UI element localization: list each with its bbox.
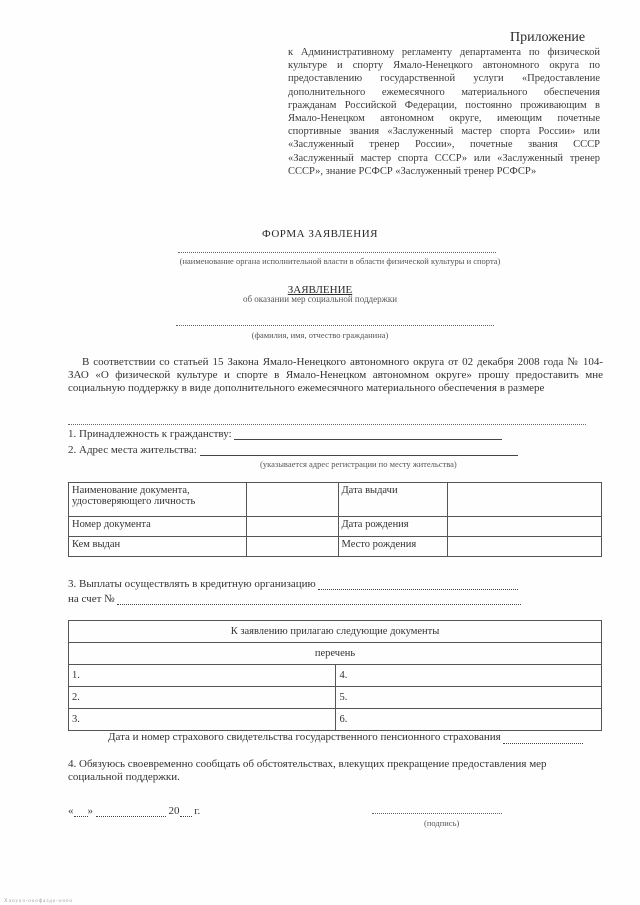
year-suffix: г. [194, 805, 201, 817]
address-row [68, 444, 518, 456]
date-open-quote: « [68, 805, 74, 817]
account-row [68, 593, 521, 605]
attachment-slot-3[interactable]: 3. [69, 709, 336, 731]
attachment-slot-4[interactable]: 4. [336, 665, 602, 687]
insurance-label: Дата и номер страхового свидетельства государственного пенсионного страхования [108, 731, 501, 743]
bank-label: 3. Выплаты осуществлять в кредитную организацию [68, 578, 316, 590]
insurance-row [68, 731, 588, 744]
birth-date-label: Дата рождения [338, 517, 448, 537]
authority-caption: (наименование органа исполнительной власти в области физической культуры и спорта) [179, 256, 501, 266]
table-row [69, 517, 602, 537]
birth-place-label: Место рождения [338, 537, 448, 557]
amount-line [68, 424, 586, 425]
doc-name-field[interactable] [246, 483, 338, 517]
birth-place-field[interactable] [448, 537, 602, 557]
month-field[interactable] [96, 807, 166, 817]
request-paragraph [68, 356, 603, 395]
issued-by-label: Кем выдан [69, 537, 247, 557]
birth-date-field[interactable] [448, 517, 602, 537]
applicant-name-caption: (фамилия, имя, отчество гражданина) [251, 330, 389, 340]
issue-date-label: Дата выдачи [338, 483, 448, 517]
signature-line[interactable] [372, 813, 502, 814]
table-row [69, 687, 602, 709]
attachment-slot-5[interactable]: 5. [336, 687, 602, 709]
attachments-subheader: перечень [69, 643, 602, 665]
date-row [68, 805, 200, 817]
table-row [69, 665, 602, 687]
address-label: 2. Адрес места жительства: [68, 444, 197, 456]
date-close-quote: » [87, 805, 93, 817]
identity-document-table [68, 482, 602, 557]
request-text: В соответствии со статьей 15 Закона Ямало-Ненецкого автономного округа от 02 декабря 2008 года № 104-ЗАО «О физической культуре и спорте в Ямало-Ненецком автономном округе» прошу предоставить мне социальную поддержку в виде дополнительного ежемесячного материального обеспечения в размере [68, 356, 603, 394]
attachment-slot-2[interactable]: 2. [69, 687, 336, 709]
citizenship-row [68, 428, 502, 440]
account-label: на счет № [68, 593, 115, 605]
obligation-text: 4. Обязуюсь своевременно сообщать об обстоятельствах, влекущих прекращение предоставления мер социальной поддержки. [68, 758, 547, 783]
year-field[interactable] [180, 807, 192, 817]
doc-number-field[interactable] [246, 517, 338, 537]
citizenship-field[interactable] [234, 428, 502, 440]
statement-subtitle: об оказании мер социальной поддержки [242, 294, 398, 304]
bank-row [68, 578, 518, 590]
address-field[interactable] [200, 444, 518, 456]
account-field[interactable] [117, 593, 521, 605]
year-prefix: 20 [168, 805, 180, 817]
issued-by-field[interactable] [246, 537, 338, 557]
bank-field[interactable] [318, 578, 518, 590]
attachments-header-row [69, 621, 602, 643]
attachments-header: К заявлению прилагаю следующие документы [69, 621, 602, 643]
attachments-table [68, 620, 602, 731]
address-caption: (указывается адрес регистрации по месту жительства) [260, 459, 457, 469]
attachments-subheader-row [69, 643, 602, 665]
attachment-slot-6[interactable]: 6. [336, 709, 602, 731]
table-row [69, 709, 602, 731]
doc-name-label: Наименование документа, удостоверяющего личность [69, 483, 247, 517]
doc-number-label: Номер документа [69, 517, 247, 537]
citizenship-label: 1. Принадлежность к гражданству: [68, 428, 232, 440]
insurance-field[interactable] [503, 733, 583, 744]
authority-line [178, 252, 496, 253]
appendix-title: Приложение [510, 30, 586, 45]
applicant-name-line [176, 325, 494, 326]
attachment-slot-1[interactable]: 1. [69, 665, 336, 687]
form-title: ФОРМА ЗАЯВЛЕНИЯ [262, 228, 378, 240]
statement-title: ЗАЯВЛЕНИЕ [287, 284, 353, 296]
signature-caption: (подпись) [424, 818, 460, 828]
day-field[interactable] [74, 807, 88, 817]
table-row [69, 537, 602, 557]
scan-footer-mark: Хлоуол-ооофаэдо-оооо [4, 899, 73, 904]
regulation-preamble: к Административному регламенту департамента по физической культуре и спорту Ямало-Ненецкого автономного округа по предоставлению государственной услуги «Предоставление дополнительного ежемесячного материального обеспечения гражданам Российской Федерации, постоянно проживающим в Ямало-Ненецком автономном округе, имеющим почетные спортивные звания «Заслуженный мастер спорта России» или «Заслуженный тренер России», почетные звания СССР «Заслуженный мастер спорта СССР» или «Заслуженный тренер СССР», знание РСФСР «Заслуженный тренер РСФСР» [288, 47, 600, 177]
table-row [69, 483, 602, 517]
issue-date-field[interactable] [448, 483, 602, 517]
